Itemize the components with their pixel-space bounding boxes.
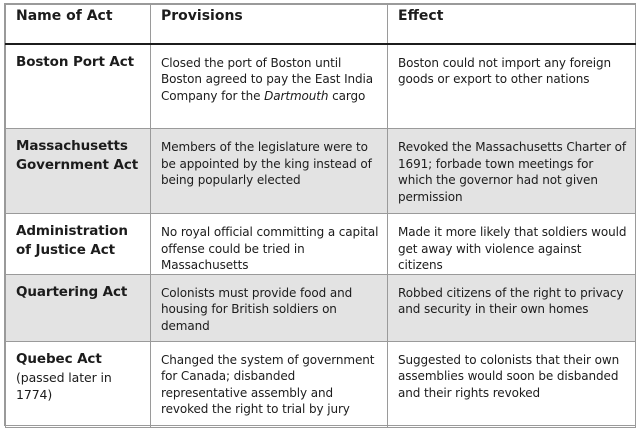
- act-name-cell: [6, 214, 151, 275]
- provisions-cell: Changed the system of government for Canada; disbanded representative assembly and revoked the right to trial by jury: [151, 341, 388, 427]
- act-name: Administration of Justice Act: [16, 223, 128, 258]
- table-row: [6, 341, 636, 427]
- provisions-cell: Colonists must provide food and housing for British soldiers on demand: [151, 274, 388, 341]
- effect-cell: Revoked the Massachusetts Charter of 1691; forbade town meetings for which the governor had not given permission: [388, 129, 636, 214]
- provisions-text-end: cargo: [328, 88, 366, 103]
- table-row: [6, 44, 636, 129]
- act-name: Boston Port Act: [16, 53, 135, 70]
- act-name-cell: [6, 341, 151, 427]
- table-frame: [4, 3, 636, 426]
- table-row: [6, 214, 636, 275]
- act-name-cell: [6, 274, 151, 341]
- provisions-cell: Members of the legislature were to be appointed by the king instead of being popularly elected: [151, 129, 388, 214]
- header-provisions: Provisions: [151, 5, 388, 44]
- header-name-of-act: Name of Act: [6, 5, 151, 44]
- provisions-cell: No royal official committing a capital offense could be tried in Massachusetts: [151, 214, 388, 275]
- effect-cell: Boston could not import any foreign goods or export to other nations: [388, 44, 636, 129]
- effect-cell: Robbed citizens of the right to privacy and security in their own homes: [388, 274, 636, 341]
- act-name-cell: [6, 44, 151, 129]
- provisions-cell: [151, 44, 388, 129]
- act-name: Quartering Act: [16, 283, 128, 300]
- act-name-cell: [6, 129, 151, 214]
- effect-cell: Made it more likely that soldiers would get away with violence against citizens: [388, 214, 636, 275]
- effect-cell: Suggested to colonists that their own assemblies would soon be disbanded and their rights revoked: [388, 341, 636, 427]
- intolerable-acts-table: [5, 4, 636, 428]
- header-row: [6, 5, 636, 44]
- act-date-note: (passed later in 1774): [16, 369, 112, 402]
- header-effect: Effect: [388, 5, 636, 44]
- ship-name: Dartmouth: [264, 88, 329, 103]
- table-row: [6, 274, 636, 341]
- act-name: Quebec Act: [16, 350, 102, 367]
- act-name: Massachusetts Government Act: [16, 138, 139, 173]
- provisions-text: Closed the port of Boston until Boston agreed to pay the East India Company for the: [161, 55, 374, 103]
- table-row: [6, 129, 636, 214]
